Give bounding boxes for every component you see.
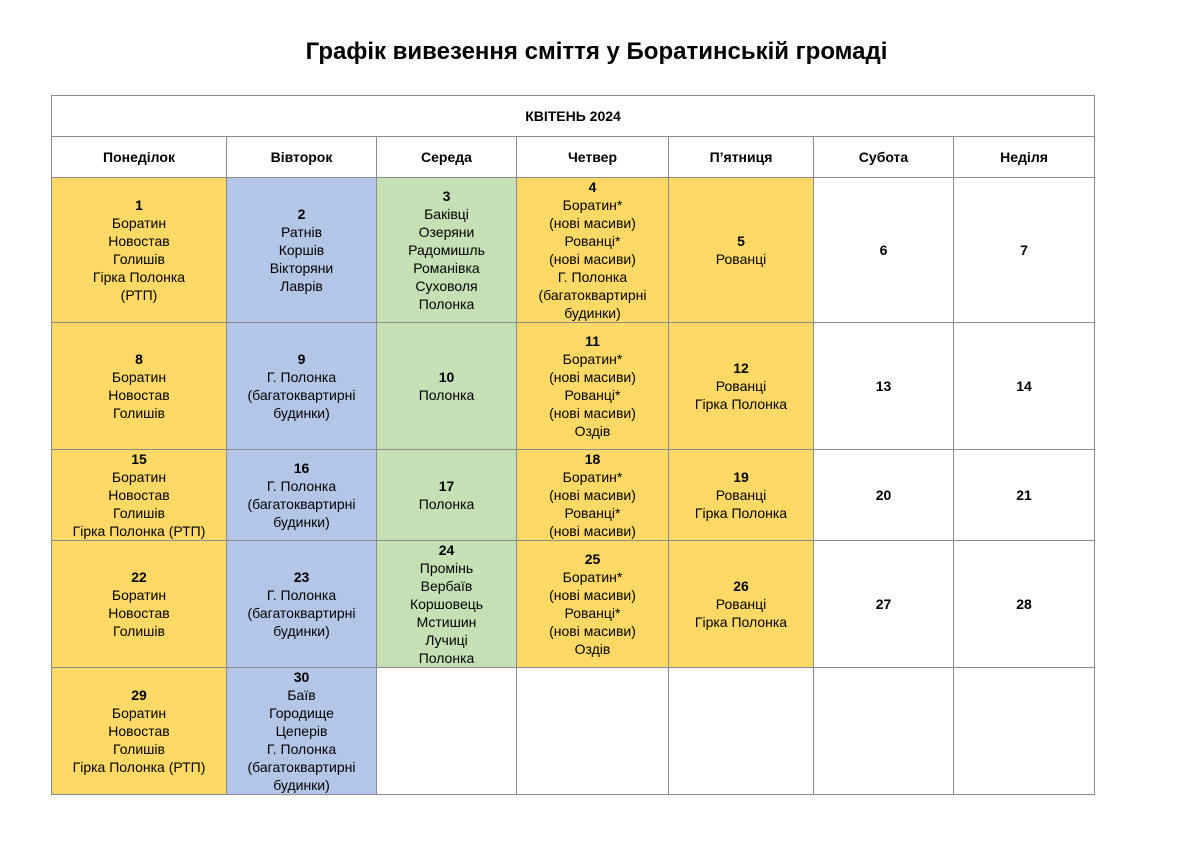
village-name: Боратин	[111, 705, 167, 721]
day-number: 22	[131, 569, 147, 585]
day-number: 9	[297, 351, 306, 367]
day-cell	[227, 541, 377, 668]
schedule-table	[51, 95, 1095, 795]
day-number: 26	[733, 578, 749, 594]
village-name: (нові масиви)	[549, 623, 636, 639]
day-cell	[954, 668, 1095, 795]
village-name: Гірка Полонка	[92, 269, 186, 285]
day-number: 17	[438, 478, 455, 494]
day-number: 8	[135, 351, 143, 367]
day-number: 1	[135, 197, 143, 213]
day-number: 30	[293, 669, 310, 685]
village-name: Рованці*	[564, 387, 621, 403]
village-name: Баківці	[424, 206, 469, 222]
day-cell	[377, 323, 517, 450]
week-row	[52, 450, 1095, 541]
village-name: Боратин	[111, 469, 167, 485]
village-name: Полонка	[418, 387, 475, 403]
day-number: 16	[293, 460, 310, 476]
village-name: Лучиці	[425, 632, 468, 648]
village-name: Боратин	[111, 369, 167, 385]
week-row	[52, 178, 1095, 323]
day-number: 14	[1016, 378, 1032, 394]
day-number: 25	[584, 551, 601, 567]
day-number: 20	[875, 487, 892, 503]
village-name: Новостав	[108, 605, 170, 621]
village-name: Голишів	[113, 623, 165, 639]
village-name: Полонка	[418, 296, 475, 312]
day-cell	[227, 178, 377, 323]
day-cell	[52, 178, 227, 323]
day-cell	[517, 668, 669, 795]
day-number: 11	[585, 333, 600, 349]
calendar-body	[52, 178, 1095, 795]
village-name: Мстишин	[416, 614, 477, 630]
village-name: (нові масиви)	[549, 215, 636, 231]
day-cell	[227, 323, 377, 450]
day-name-header: Субота	[814, 137, 954, 178]
village-name: Боратин	[111, 587, 167, 603]
village-name: (багатоквартирні	[538, 287, 647, 303]
village-name: Боратин*	[562, 569, 623, 585]
day-cell	[954, 323, 1095, 450]
village-name: Гірка Полонка	[694, 614, 788, 630]
village-name: (багатоквартирні	[247, 605, 356, 621]
day-number: 15	[131, 451, 147, 467]
village-name: (РТП)	[120, 287, 158, 303]
village-name: Голишів	[113, 505, 165, 521]
village-name: Гірка Полонка	[694, 396, 788, 412]
village-name: (нові масиви)	[549, 523, 636, 539]
day-number: 7	[1020, 242, 1028, 258]
day-cell	[52, 450, 227, 541]
day-cell	[517, 323, 669, 450]
day-names-row	[52, 137, 1095, 178]
day-cell	[377, 178, 517, 323]
village-name: Голишів	[113, 741, 165, 757]
village-name: Гірка Полонка	[694, 505, 788, 521]
village-name: Баїв	[287, 687, 316, 703]
village-name: Романівка	[413, 260, 480, 276]
village-name: будинки)	[273, 623, 330, 639]
village-name: Оздів	[574, 423, 611, 439]
day-cell	[954, 450, 1095, 541]
day-cell	[52, 323, 227, 450]
day-cell	[52, 541, 227, 668]
village-name: Коршовець	[409, 596, 484, 612]
village-name: Рованці	[715, 251, 767, 267]
village-name: Г. Полонка	[266, 478, 337, 494]
day-name-header: Понеділок	[52, 137, 227, 178]
day-number: 4	[588, 179, 597, 195]
day-cell	[669, 178, 814, 323]
village-name: Г. Полонка	[557, 269, 628, 285]
day-cell	[669, 450, 814, 541]
day-cell	[954, 178, 1095, 323]
day-number: 13	[875, 378, 892, 394]
page-title: Графік вивезення сміття у Боратинській громаді	[305, 38, 888, 65]
village-name: Рованці	[715, 378, 767, 394]
day-number: 19	[733, 469, 749, 485]
village-name: Г. Полонка	[266, 741, 337, 757]
day-cell	[377, 450, 517, 541]
village-name: будинки)	[273, 405, 330, 421]
day-number: 24	[438, 542, 455, 558]
day-name-header: П’ятниця	[669, 137, 814, 178]
day-cell	[517, 450, 669, 541]
day-cell	[669, 668, 814, 795]
village-name: Рованці	[715, 487, 767, 503]
day-number: 2	[297, 206, 306, 222]
village-name: Новостав	[108, 387, 170, 403]
day-number: 27	[875, 596, 892, 612]
village-name: Боратин*	[562, 351, 623, 367]
village-name: Голишів	[113, 251, 165, 267]
day-cell	[814, 178, 954, 323]
village-name: Рованці*	[564, 233, 621, 249]
village-name: Г. Полонка	[266, 587, 337, 603]
day-name-header: Неділя	[954, 137, 1095, 178]
village-name: Вікторяни	[269, 260, 334, 276]
village-name: Боратин*	[562, 197, 623, 213]
day-cell	[377, 668, 517, 795]
village-name: (нові масиви)	[549, 587, 636, 603]
village-name: Боратин*	[562, 469, 623, 485]
day-number: 23	[293, 569, 310, 585]
week-row	[52, 541, 1095, 668]
day-cell	[517, 541, 669, 668]
day-cell	[227, 450, 377, 541]
village-name: Боратин	[111, 215, 167, 231]
village-name: Промінь	[419, 560, 474, 576]
village-name: Г. Полонка	[266, 369, 337, 385]
village-name: Новостав	[108, 723, 170, 739]
village-name: Коршів	[278, 242, 325, 258]
day-cell	[377, 541, 517, 668]
day-cell	[517, 178, 669, 323]
day-number: 21	[1016, 487, 1032, 503]
day-cell	[227, 668, 377, 795]
day-number: 12	[733, 360, 749, 376]
village-name: Полонка	[418, 496, 475, 512]
day-name-header: Четвер	[517, 137, 669, 178]
day-number: 5	[737, 233, 745, 249]
day-number: 3	[442, 188, 451, 204]
village-name: будинки)	[273, 777, 330, 793]
village-name: (нові масиви)	[549, 405, 636, 421]
village-name: Цеперів	[275, 723, 328, 739]
day-cell	[52, 668, 227, 795]
month-header: КВІТЕНЬ 2024	[52, 96, 1095, 137]
week-row	[52, 668, 1095, 795]
day-number: 29	[131, 687, 147, 703]
village-name: (багатоквартирні	[247, 496, 356, 512]
day-number: 10	[438, 369, 455, 385]
day-cell	[814, 668, 954, 795]
village-name: Радомишль	[408, 242, 485, 258]
village-name: Вербаїв	[420, 578, 473, 594]
village-name: Новостав	[108, 487, 170, 503]
day-cell	[669, 541, 814, 668]
day-number: 6	[879, 242, 888, 258]
village-name: Оздів	[574, 641, 611, 657]
day-cell	[814, 541, 954, 668]
day-cell	[814, 323, 954, 450]
day-cell	[814, 450, 954, 541]
village-name: Ратнів	[280, 224, 323, 240]
village-name: Рованці*	[564, 605, 621, 621]
village-name: Полонка	[418, 650, 475, 666]
day-cell	[669, 323, 814, 450]
village-name: будинки)	[273, 514, 330, 530]
village-name: Новостав	[108, 233, 170, 249]
village-name: будинки)	[564, 305, 621, 321]
day-number: 28	[1016, 596, 1032, 612]
village-name: (нові масиви)	[549, 251, 636, 267]
village-name: Озеряни	[418, 224, 475, 240]
village-name: Гірка Полонка (РТП)	[72, 759, 206, 775]
village-name: (нові масиви)	[549, 369, 636, 385]
village-name: Голишів	[113, 405, 165, 421]
village-name: (багатоквартирні	[247, 759, 356, 775]
village-name: (нові масиви)	[549, 487, 636, 503]
week-row	[52, 323, 1095, 450]
village-name: (багатоквартирні	[247, 387, 356, 403]
village-name: Рованці	[715, 596, 767, 612]
day-name-header: Середа	[377, 137, 517, 178]
village-name: Гірка Полонка (РТП)	[72, 523, 206, 539]
day-cell	[954, 541, 1095, 668]
village-name: Лаврів	[280, 278, 323, 294]
village-name: Суховоля	[415, 278, 478, 294]
village-name: Рованці*	[564, 505, 621, 521]
day-number: 18	[584, 451, 601, 467]
village-name: Городище	[269, 705, 334, 721]
day-name-header: Вівторок	[227, 137, 377, 178]
